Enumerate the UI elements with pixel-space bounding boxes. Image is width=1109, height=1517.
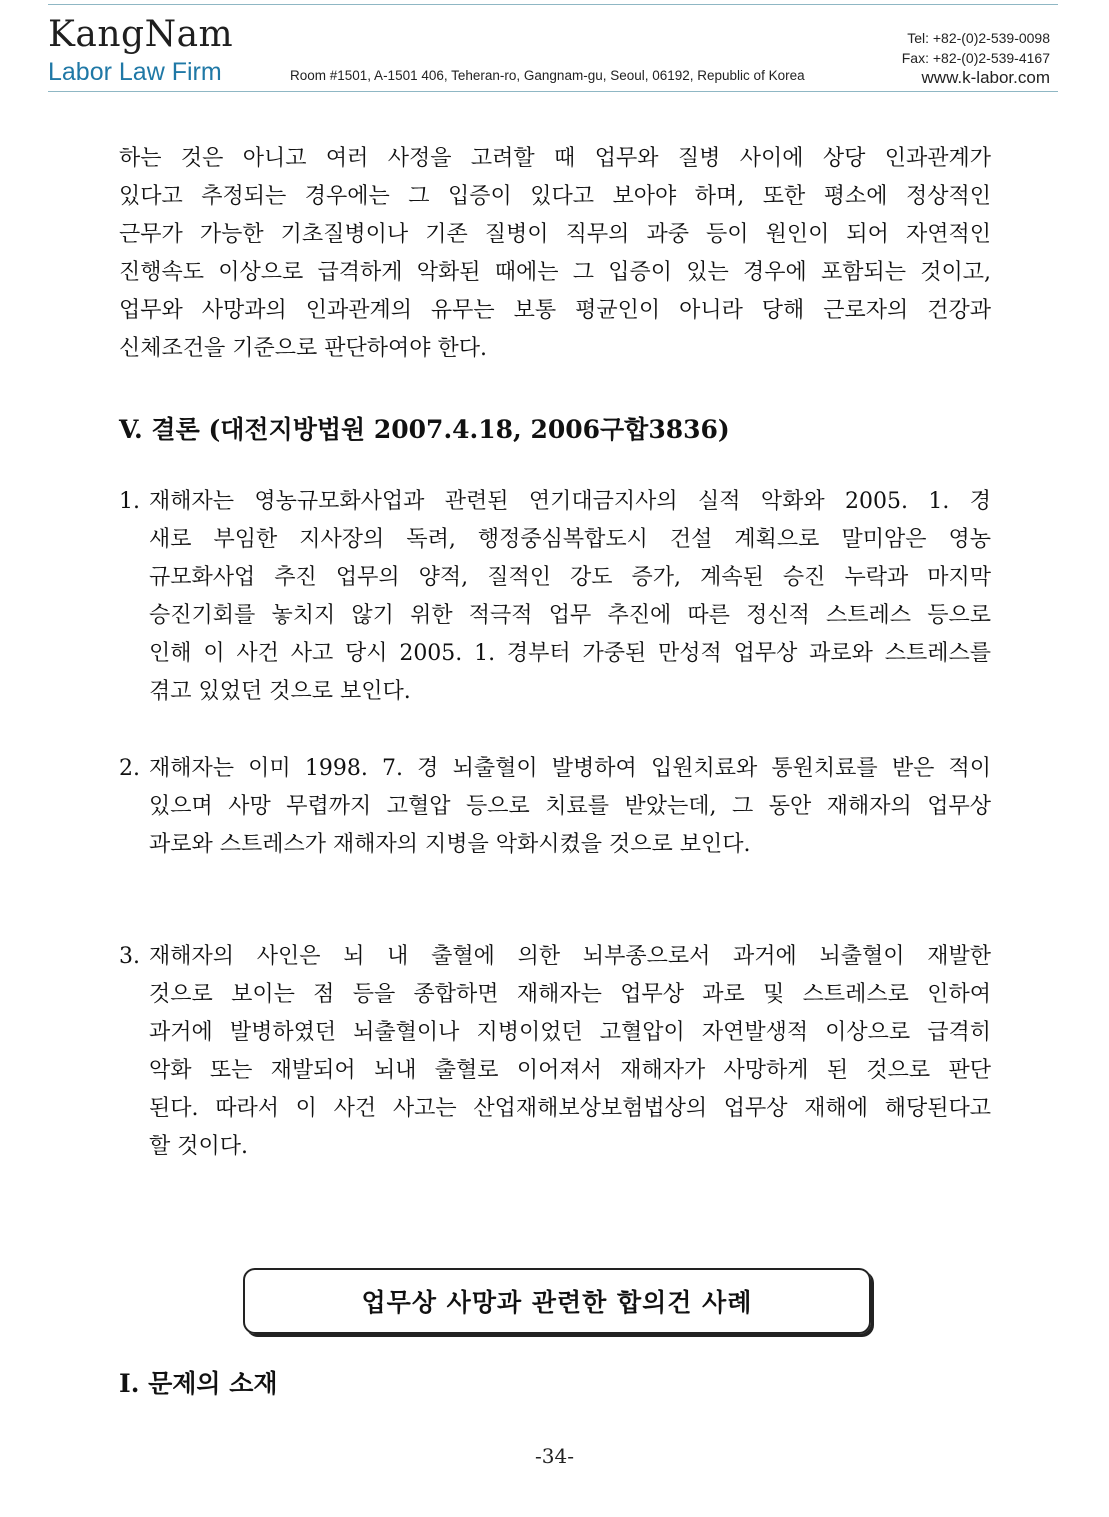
- list-item: [119, 938, 991, 1166]
- text-line: 있으며 사망 무렵까지 고혈압 등으로 치료를 받았는데, 그 동안 재해자의 업무상: [149, 794, 991, 819]
- firm-website: www.k-labor.com: [921, 68, 1050, 87]
- text-line: 근무가 가능한 기초질병이나 기존 질병이 직무의 과중 등이 원인이 되어 자연적인: [119, 222, 991, 247]
- text-line: 재해자는 영농규모화사업과 관련된 연기대금지사의 실적 악화와 2005. 1. 경: [149, 489, 991, 514]
- intro-paragraph: [119, 140, 991, 368]
- firm-contact: [902, 28, 1050, 88]
- text-line: 것으로 보이는 점 등을 종합하면 재해자는 업무상 과로 및 스트레스로 인하여: [149, 982, 991, 1007]
- text-line: 새로 부임한 지사장의 독려, 행정중심복합도시 건설 계획으로 말미암은 영농: [149, 527, 991, 552]
- letterhead: [48, 8, 1058, 94]
- firm-address: Room #1501, A-1501 406, Teheran-ro, Gangnam-gu, Seoul, 06192, Republic of Korea: [290, 68, 805, 83]
- boxed-section-title: 업무상 사망과 관련한 합의건 사례: [243, 1268, 871, 1334]
- text-line: 과로와 스트레스가 재해자의 지병을 악화시켰을 것으로 보인다.: [149, 832, 751, 857]
- text-line: 된다. 따라서 이 사건 사고는 산업재해보상보험법상의 업무상 재해에 해당된다고: [149, 1096, 991, 1121]
- firm-tel: Tel: +82-(0)2-539-0098: [907, 30, 1050, 46]
- firm-logo-name: KangNam: [48, 14, 234, 55]
- list-item: [119, 483, 991, 711]
- item-number: 2.: [119, 756, 140, 781]
- text-line: 과거에 발병하였던 뇌출혈이나 지병이었던 고혈압이 자연발생적 이상으로 급격히: [149, 1020, 991, 1045]
- text-line: 규모화사업 추진 업무의 양적, 질적인 강도 증가, 계속된 승진 누락과 마지막: [149, 565, 991, 590]
- text-line: 신체조건을 기준으로 판단하여야 한다.: [119, 336, 488, 361]
- firm-fax: Fax: +82-(0)2-539-4167: [901, 50, 1050, 66]
- text-line: 재해자의 사인은 뇌 내 출혈에 의한 뇌부종으로서 과거에 뇌출혈이 재발한: [149, 944, 991, 969]
- text-line: 업무와 사망과의 인과관계의 유무는 보통 평균인이 아니라 당해 근로자의 건강과: [119, 298, 991, 323]
- list-item: [119, 750, 991, 864]
- item-number: 1.: [119, 489, 140, 514]
- text-line: 승진기회를 놓치지 않기 위한 적극적 업무 추진에 따른 정신적 스트레스 등으로: [149, 603, 991, 628]
- text-line: 재해자는 이미 1998. 7. 경 뇌출혈이 발병하여 입원치료와 통원치료를 받은 적이: [149, 756, 991, 781]
- page-number: -34-: [535, 1444, 574, 1468]
- section-i-heading: I. 문제의 소재: [119, 1369, 278, 1398]
- text-line: 할 것이다.: [149, 1134, 248, 1159]
- section-v-heading: V. 결론 (대전지방법원 2007.4.18, 2006구합3836): [119, 415, 730, 444]
- item-number: 3.: [119, 944, 140, 969]
- firm-logo-subtitle: Labor Law Firm: [48, 58, 222, 86]
- text-line: 겪고 있었던 것으로 보인다.: [149, 679, 411, 704]
- text-line: 진행속도 이상으로 급격하게 악화된 때에는 그 입증이 있는 경우에 포함되는 것이고,: [119, 260, 991, 285]
- header-divider: [48, 91, 1058, 92]
- text-line: 악화 또는 재발되어 뇌내 출혈로 이어져서 재해자가 사망하게 된 것으로 판단: [149, 1058, 991, 1083]
- text-line: 인해 이 사건 사고 당시 2005. 1. 경부터 가중된 만성적 업무상 과로와 스트레스를: [149, 641, 991, 666]
- text-line: 있다고 추정되는 경우에는 그 입증이 있다고 보아야 하며, 또한 평소에 정상적인: [119, 184, 991, 209]
- text-line: 하는 것은 아니고 여러 사정을 고려할 때 업무와 질병 사이에 상당 인과관계가: [119, 146, 991, 171]
- top-rule: [48, 4, 1058, 5]
